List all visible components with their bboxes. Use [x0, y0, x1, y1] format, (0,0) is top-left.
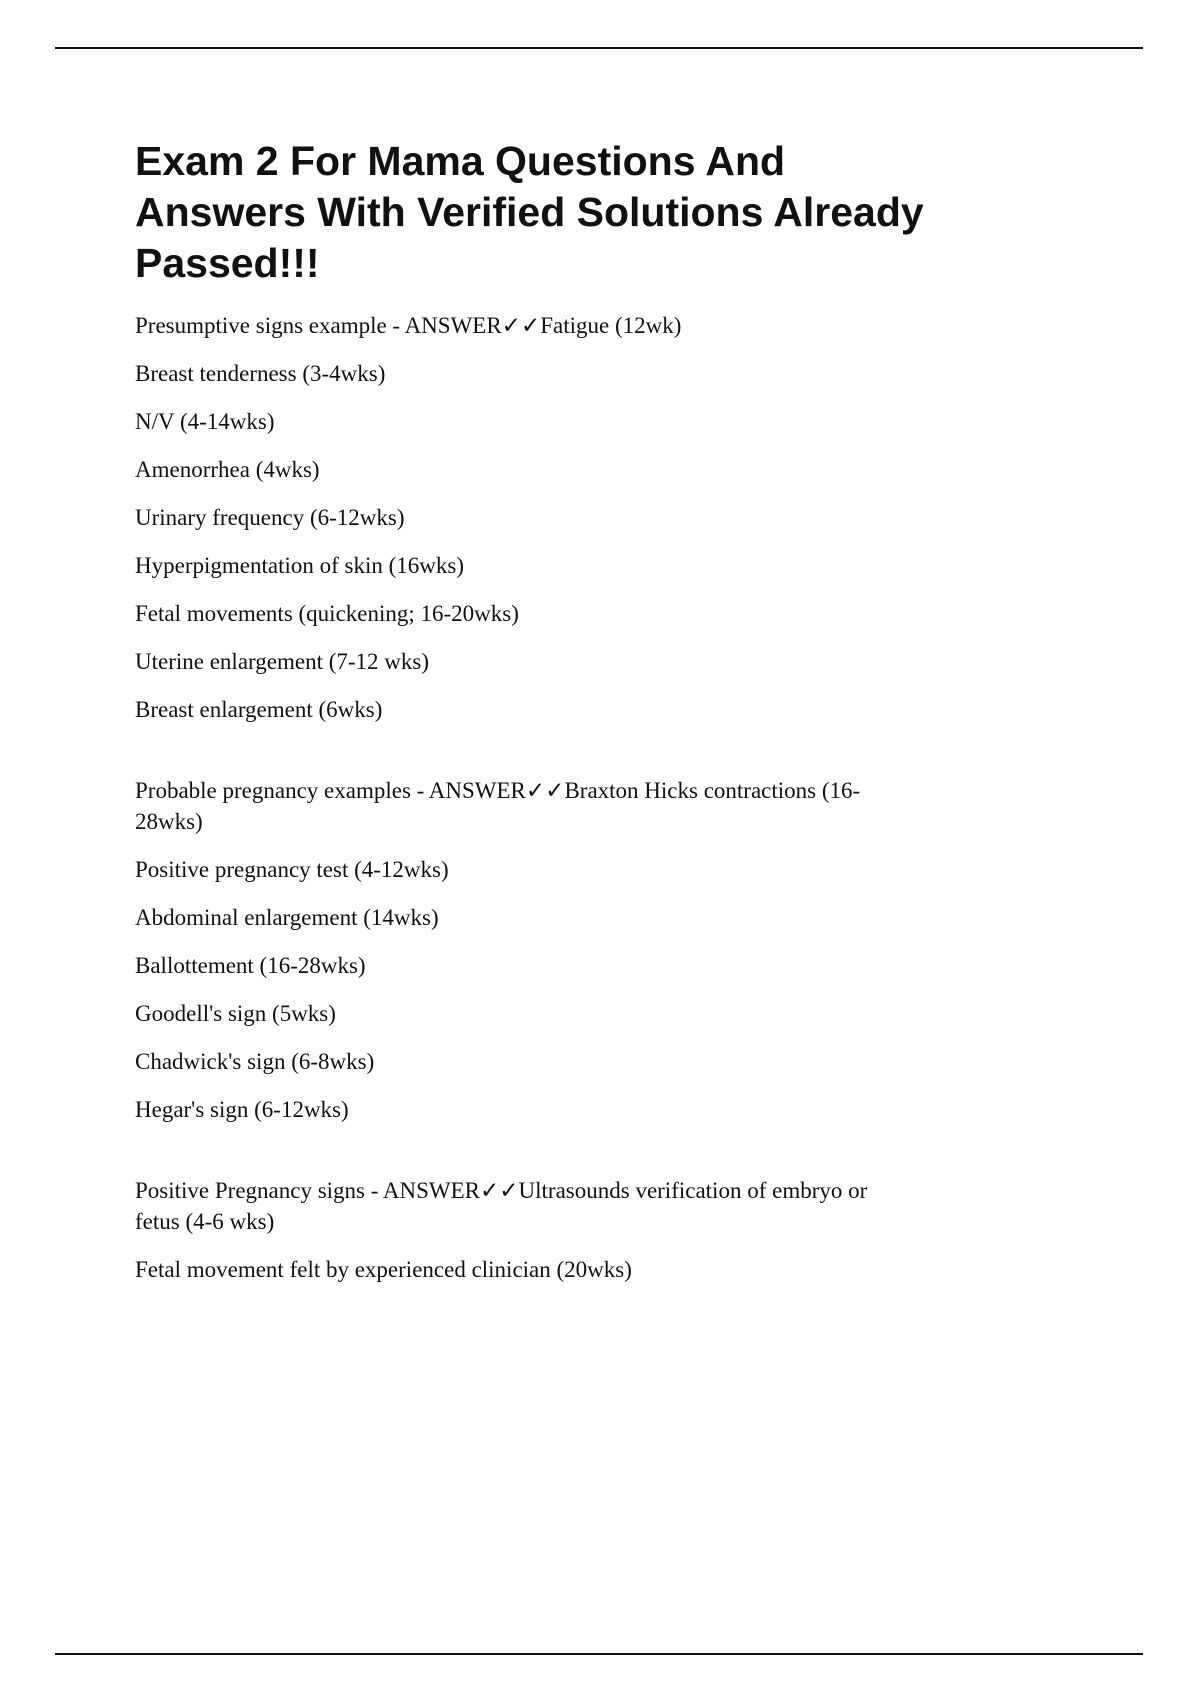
document-content	[135, 136, 1065, 1302]
document-paragraph: Goodell's sign (5wks)	[135, 1001, 336, 1026]
title-line-2: Answers With Verified Solutions Already	[135, 189, 924, 235]
document-paragraph: Uterine enlargement (7-12 wks)	[135, 649, 430, 674]
document-paragraph: Fetal movement felt by experienced clinician (20wks)	[135, 1257, 632, 1282]
document-paragraph: N/V (4-14wks)	[135, 409, 275, 434]
document-paragraph: Ballottement (16-28wks)	[135, 953, 366, 978]
document-paragraph: Hyperpigmentation of skin (16wks)	[135, 553, 464, 578]
document-paragraph: Breast enlargement (6wks)	[135, 697, 383, 722]
document-paragraph: 28wks)	[135, 809, 203, 834]
document-paragraph: Chadwick's sign (6-8wks)	[135, 1049, 375, 1074]
document-paragraph: Abdominal enlargement (14wks)	[135, 905, 439, 930]
title-line-3: Passed!!!	[135, 240, 320, 286]
document-paragraph: Urinary frequency (6-12wks)	[135, 505, 405, 530]
title-line-1: Exam 2 For Mama Questions And	[135, 138, 786, 184]
document-title	[135, 136, 1065, 289]
document-paragraph: Positive pregnancy test (4-12wks)	[135, 857, 449, 882]
document-paragraph: Hegar's sign (6-12wks)	[135, 1097, 349, 1122]
document-paragraph: Fetal movements (quickening; 16-20wks)	[135, 601, 519, 626]
document-paragraph: Amenorrhea (4wks)	[135, 457, 320, 482]
bottom-rule	[55, 1653, 1143, 1655]
document-paragraph: Probable pregnancy examples - ANSWER✓✓Braxton Hicks contractions (16-	[135, 778, 861, 803]
document-paragraph: Breast tenderness (3-4wks)	[135, 361, 386, 386]
document-paragraph: fetus (4-6 wks)	[135, 1209, 275, 1234]
document-paragraph: Positive Pregnancy signs - ANSWER✓✓Ultrasounds verification of embryo or	[135, 1178, 868, 1203]
top-rule	[55, 47, 1143, 49]
document-paragraph: Presumptive signs example - ANSWER✓✓Fatigue (12wk)	[135, 313, 682, 338]
